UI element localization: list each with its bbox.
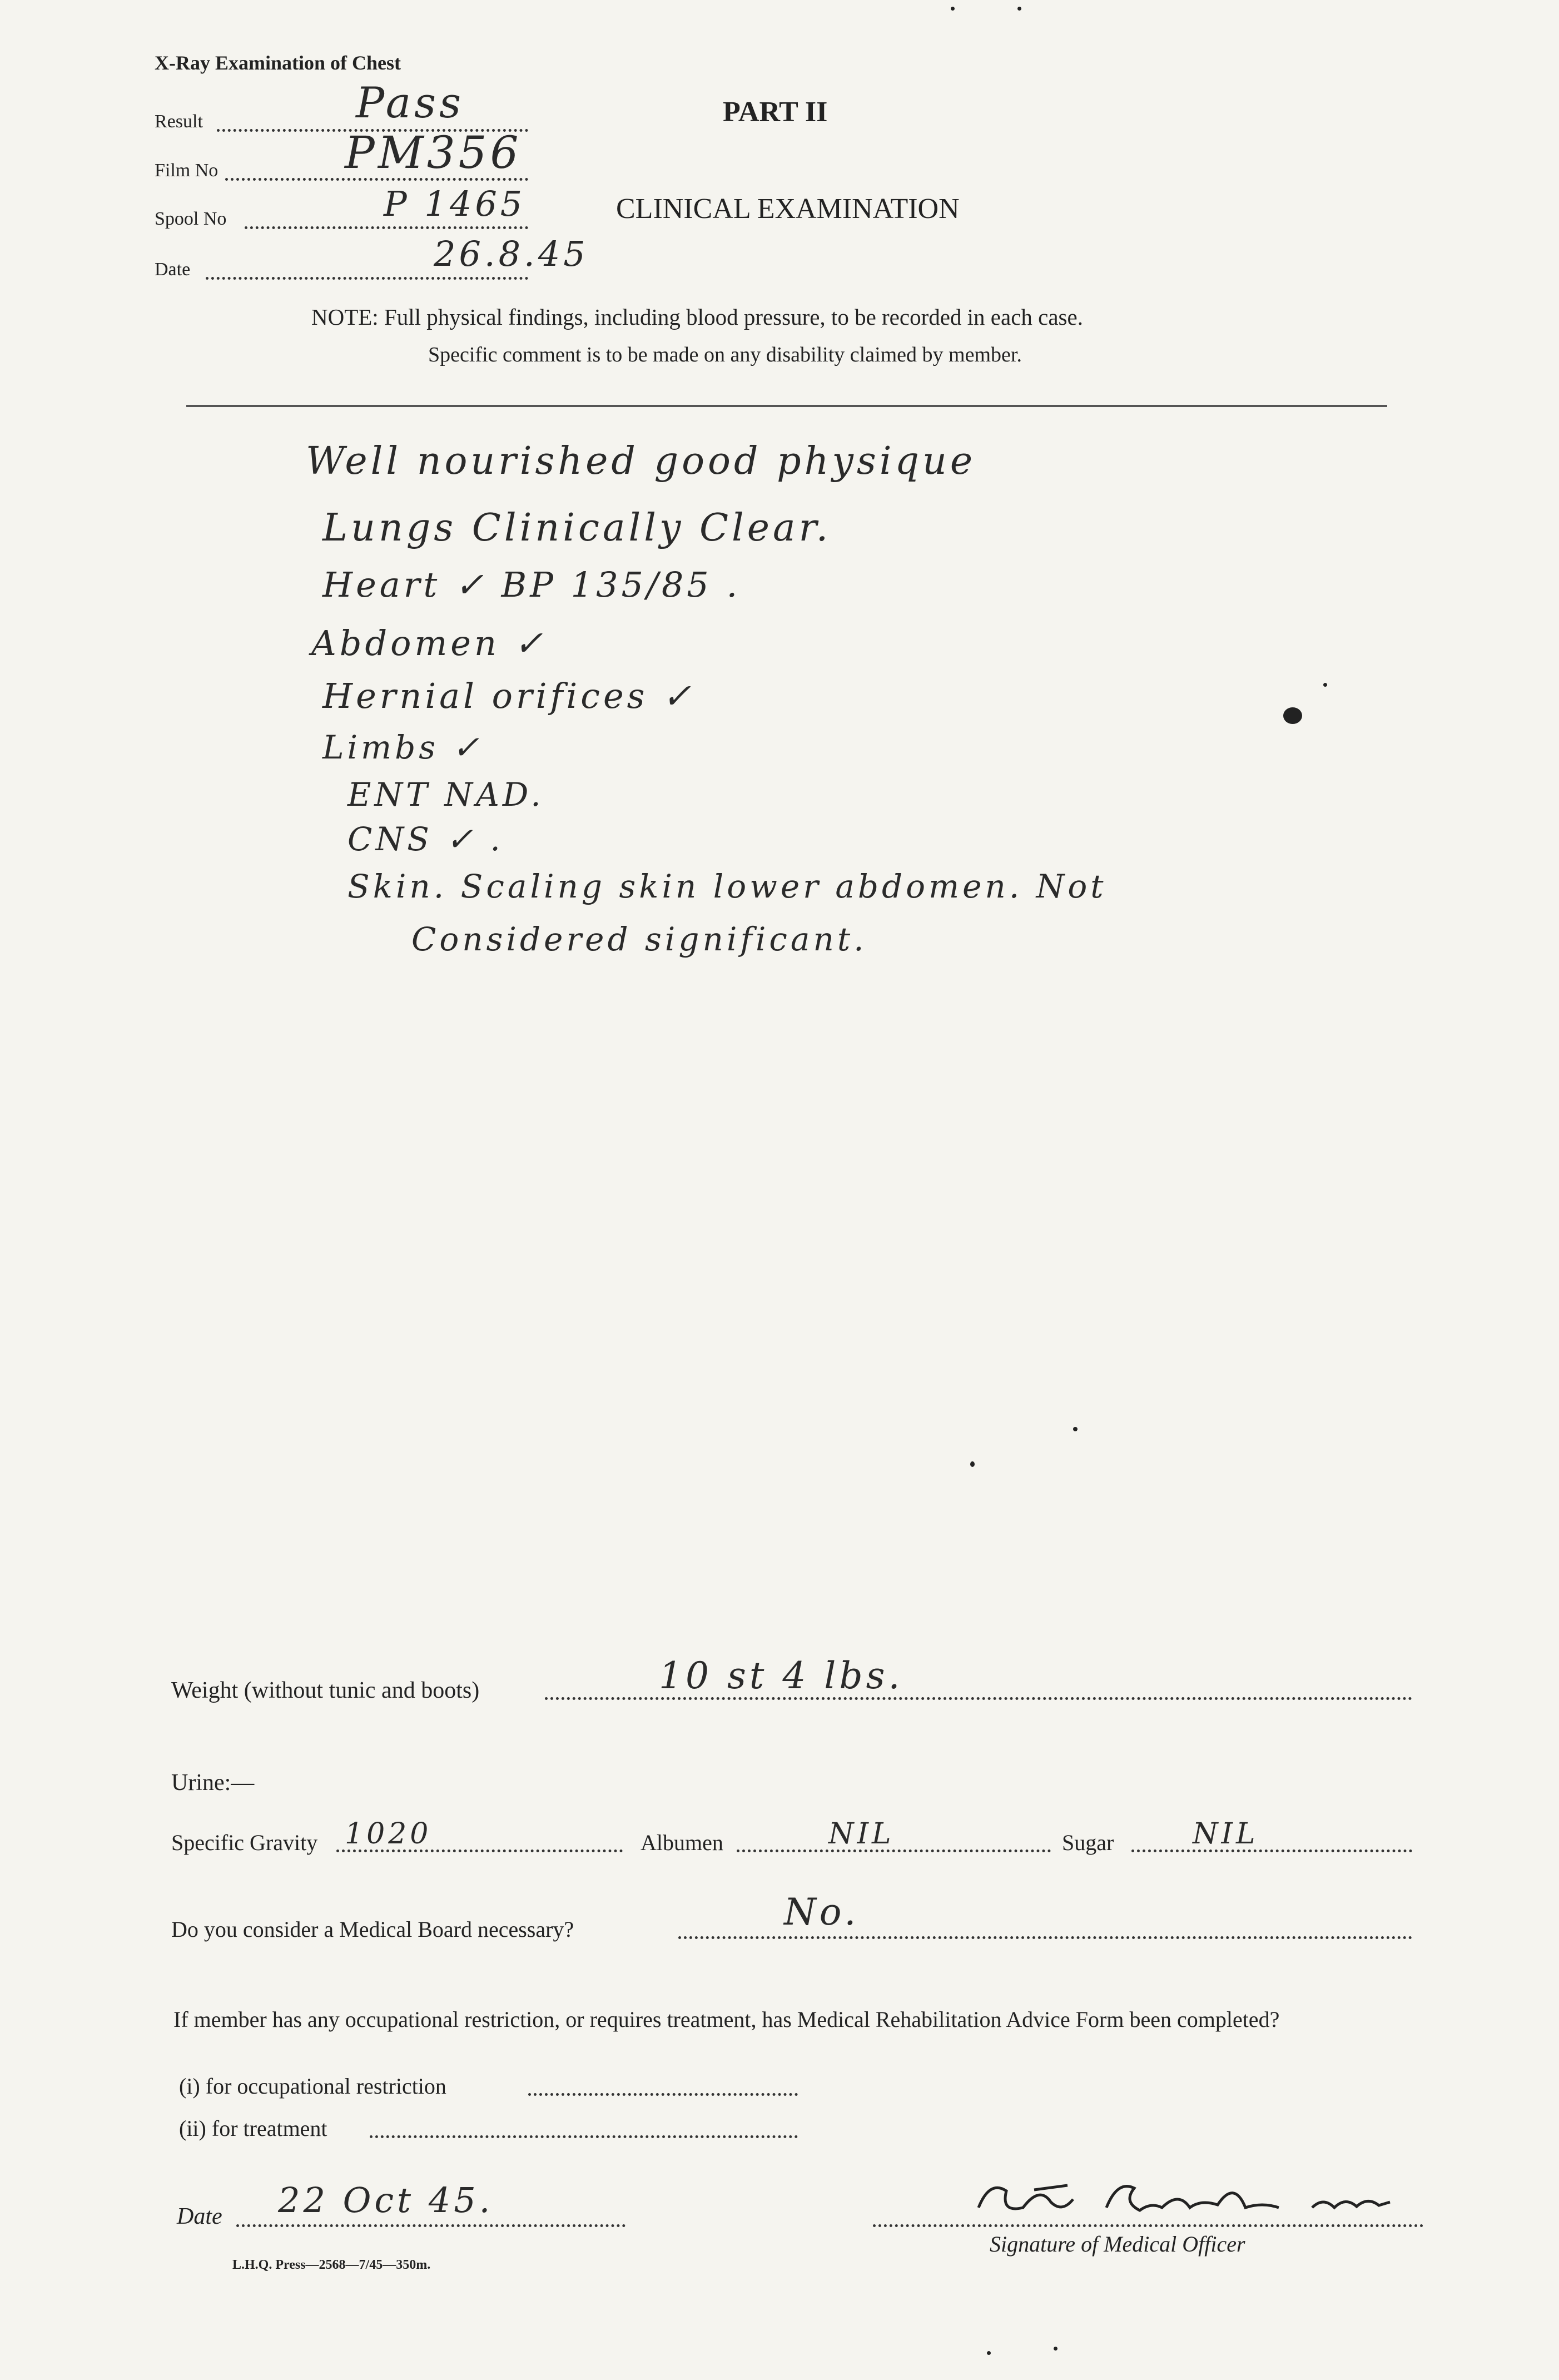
result-value: Pass	[356, 78, 465, 127]
albumen-label: Albumen	[641, 1830, 723, 1855]
print-code: L.H.Q. Press—2568—7/45—350m.	[232, 2258, 431, 2272]
urine-label: Urine:—	[171, 1770, 255, 1796]
rehab-treatment-dots	[370, 2135, 798, 2138]
spool-no-dots	[245, 226, 528, 229]
footer-date-value: 22 Oct 45.	[278, 2180, 494, 2220]
medical-board-dots	[678, 1936, 1412, 1939]
medical-board-value: No.	[784, 1891, 860, 1933]
film-no-value: PM356	[345, 127, 522, 178]
finding-cns: CNS ✓ .	[347, 820, 504, 858]
finding-lungs: Lungs Clinically Clear.	[322, 506, 832, 550]
weight-label: Weight (without tunic and boots)	[171, 1678, 480, 1703]
spool-no-label: Spool No	[155, 209, 227, 229]
finding-abdomen: Abdomen ✓	[311, 623, 547, 663]
rehab-question: If member has any occupational restriction, or requires treatment, has Medical Rehabilitation Advice Form been completed?	[173, 2007, 1280, 2032]
rehab-treatment-label: (ii) for treatment	[179, 2116, 327, 2141]
xray-exam-label: X-Ray Examination of Chest	[155, 52, 401, 74]
speck	[1017, 7, 1021, 11]
sugar-label: Sugar	[1062, 1830, 1114, 1855]
signature-line	[873, 2224, 1423, 2227]
finding-heart: Heart ✓ BP 135/85 .	[322, 564, 741, 605]
note-line-2: Specific comment is to be made on any disability claimed by member.	[428, 343, 1022, 366]
sg-label: Specific Gravity	[171, 1830, 318, 1855]
sugar-value: NIL	[1193, 1817, 1259, 1851]
albumen-value: NIL	[828, 1817, 895, 1851]
section-heading: CLINICAL EXAMINATION	[616, 193, 960, 225]
ink-blot	[1283, 707, 1302, 724]
note-line-1: NOTE: Full physical findings, including blood pressure, to be recorded in each case.	[311, 304, 1083, 330]
finding-limbs: Limbs ✓	[322, 728, 483, 766]
speck	[951, 7, 955, 11]
sg-value: 1020	[345, 1817, 432, 1851]
rehab-occupational-dots	[528, 2093, 798, 2096]
medical-officer-signature	[967, 2169, 1412, 2230]
result-label: Result	[155, 111, 203, 132]
signature-caption: Signature of Medical Officer	[990, 2232, 1245, 2257]
rehab-occupational-label: (i) for occupational restriction	[179, 2074, 446, 2099]
speck	[987, 2351, 991, 2355]
footer-date-dots	[236, 2224, 625, 2227]
sugar-dots	[1131, 1850, 1412, 1852]
finding-skin-cont: Considered significant.	[411, 920, 867, 958]
date-label-top: Date	[155, 259, 191, 280]
speck	[1323, 683, 1327, 687]
film-no-label: Film No	[155, 160, 219, 181]
header-divider	[186, 405, 1387, 407]
medical-board-label: Do you consider a Medical Board necessary?	[171, 1917, 574, 1942]
weight-value: 10 st 4 lbs.	[659, 1654, 903, 1697]
finding-general: Well nourished good physique	[306, 439, 976, 483]
weight-dots	[545, 1697, 1412, 1700]
speck	[1073, 1427, 1078, 1431]
date-dots-top	[206, 277, 528, 280]
finding-hernial: Hernial orifices ✓	[322, 676, 695, 716]
part-heading: PART II	[723, 96, 828, 128]
spool-no-value: P 1465	[384, 184, 526, 224]
speck	[1054, 2347, 1057, 2351]
date-value-top: 26.8.45	[434, 234, 589, 274]
footer-date-label: Date	[177, 2204, 222, 2229]
finding-ent: ENT NAD.	[347, 776, 544, 814]
finding-skin: Skin. Scaling skin lower abdomen. Not	[347, 867, 1107, 905]
speck	[970, 1461, 975, 1467]
